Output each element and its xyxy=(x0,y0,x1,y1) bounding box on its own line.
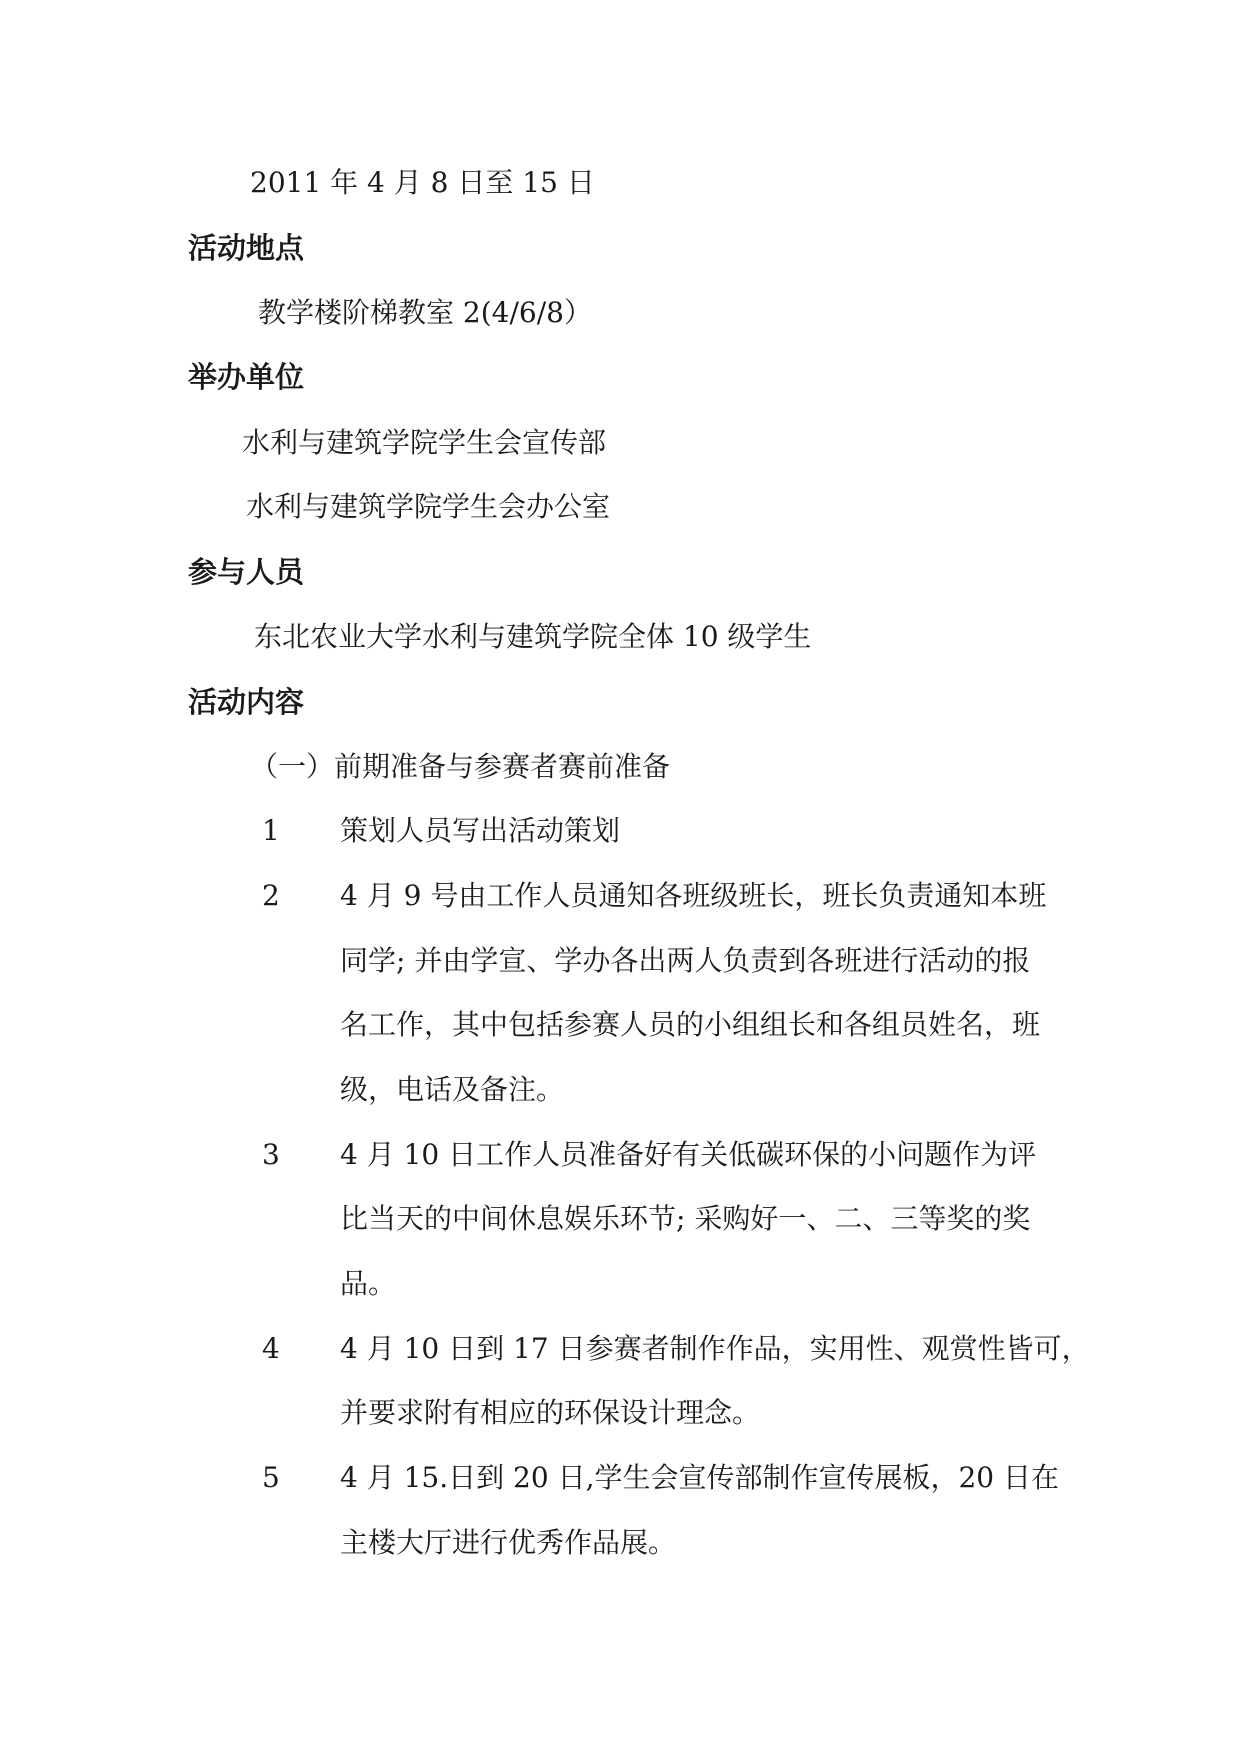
item-4-line-2: 并要求附有相应的环保设计理念。 xyxy=(340,1396,761,1429)
content-heading: 活动内容 xyxy=(188,685,305,719)
location-heading: 活动地点 xyxy=(188,231,305,265)
participants-text: 东北农业大学水利与建筑学院全体 10 级学生 xyxy=(254,620,812,653)
item-2-line-4: 级，电话及备注。 xyxy=(340,1073,565,1106)
organizer-line-1: 水利与建筑学院学生会宣传部 xyxy=(242,426,607,459)
content-subheading: （一）前期准备与参赛者赛前准备 xyxy=(250,750,671,783)
item-number-4: 4 xyxy=(262,1332,280,1365)
organizer-line-2: 水利与建筑学院学生会办公室 xyxy=(246,490,611,523)
item-2-line-2: 同学; 并由学宣、学办各出两人负责到各班进行活动的报 xyxy=(340,944,1031,977)
item-2-line-3: 名工作，其中包括参赛人员的小组组长和各组员姓名，班 xyxy=(340,1008,1041,1041)
item-number-5: 5 xyxy=(262,1461,280,1494)
item-5-line-2: 主楼大厅进行优秀作品展。 xyxy=(340,1526,677,1559)
item-1-line-1: 策划人员写出活动策划 xyxy=(340,814,621,847)
item-2-line-1: 4 月 9 号由工作人员通知各班级班长，班长负责通知本班 xyxy=(340,879,1047,912)
organizer-heading: 举办单位 xyxy=(188,360,305,394)
item-5-line-1: 4 月 15.日到 20 日,学生会宣传部制作宣传展板，20 日在 xyxy=(340,1461,1060,1494)
location-text: 教学楼阶梯教室 2(4/6/8） xyxy=(258,296,592,329)
item-3-line-3: 品。 xyxy=(340,1267,397,1300)
item-number-2: 2 xyxy=(262,879,280,912)
item-3-line-1: 4 月 10 日工作人员准备好有关低碳环保的小问题作为评 xyxy=(340,1138,1037,1171)
item-number-3: 3 xyxy=(262,1138,280,1171)
item-number-1: 1 xyxy=(262,814,280,847)
item-4-line-1: 4 月 10 日到 17 日参赛者制作作品，实用性、观赏性皆可， xyxy=(340,1332,1090,1365)
item-3-line-2: 比当天的中间休息娱乐环节; 采购好一、二、三等奖的奖 xyxy=(340,1202,1031,1235)
participants-heading: 参与人员 xyxy=(188,555,305,589)
date-line: 2011 年 4 月 8 日至 15 日 xyxy=(250,166,595,199)
